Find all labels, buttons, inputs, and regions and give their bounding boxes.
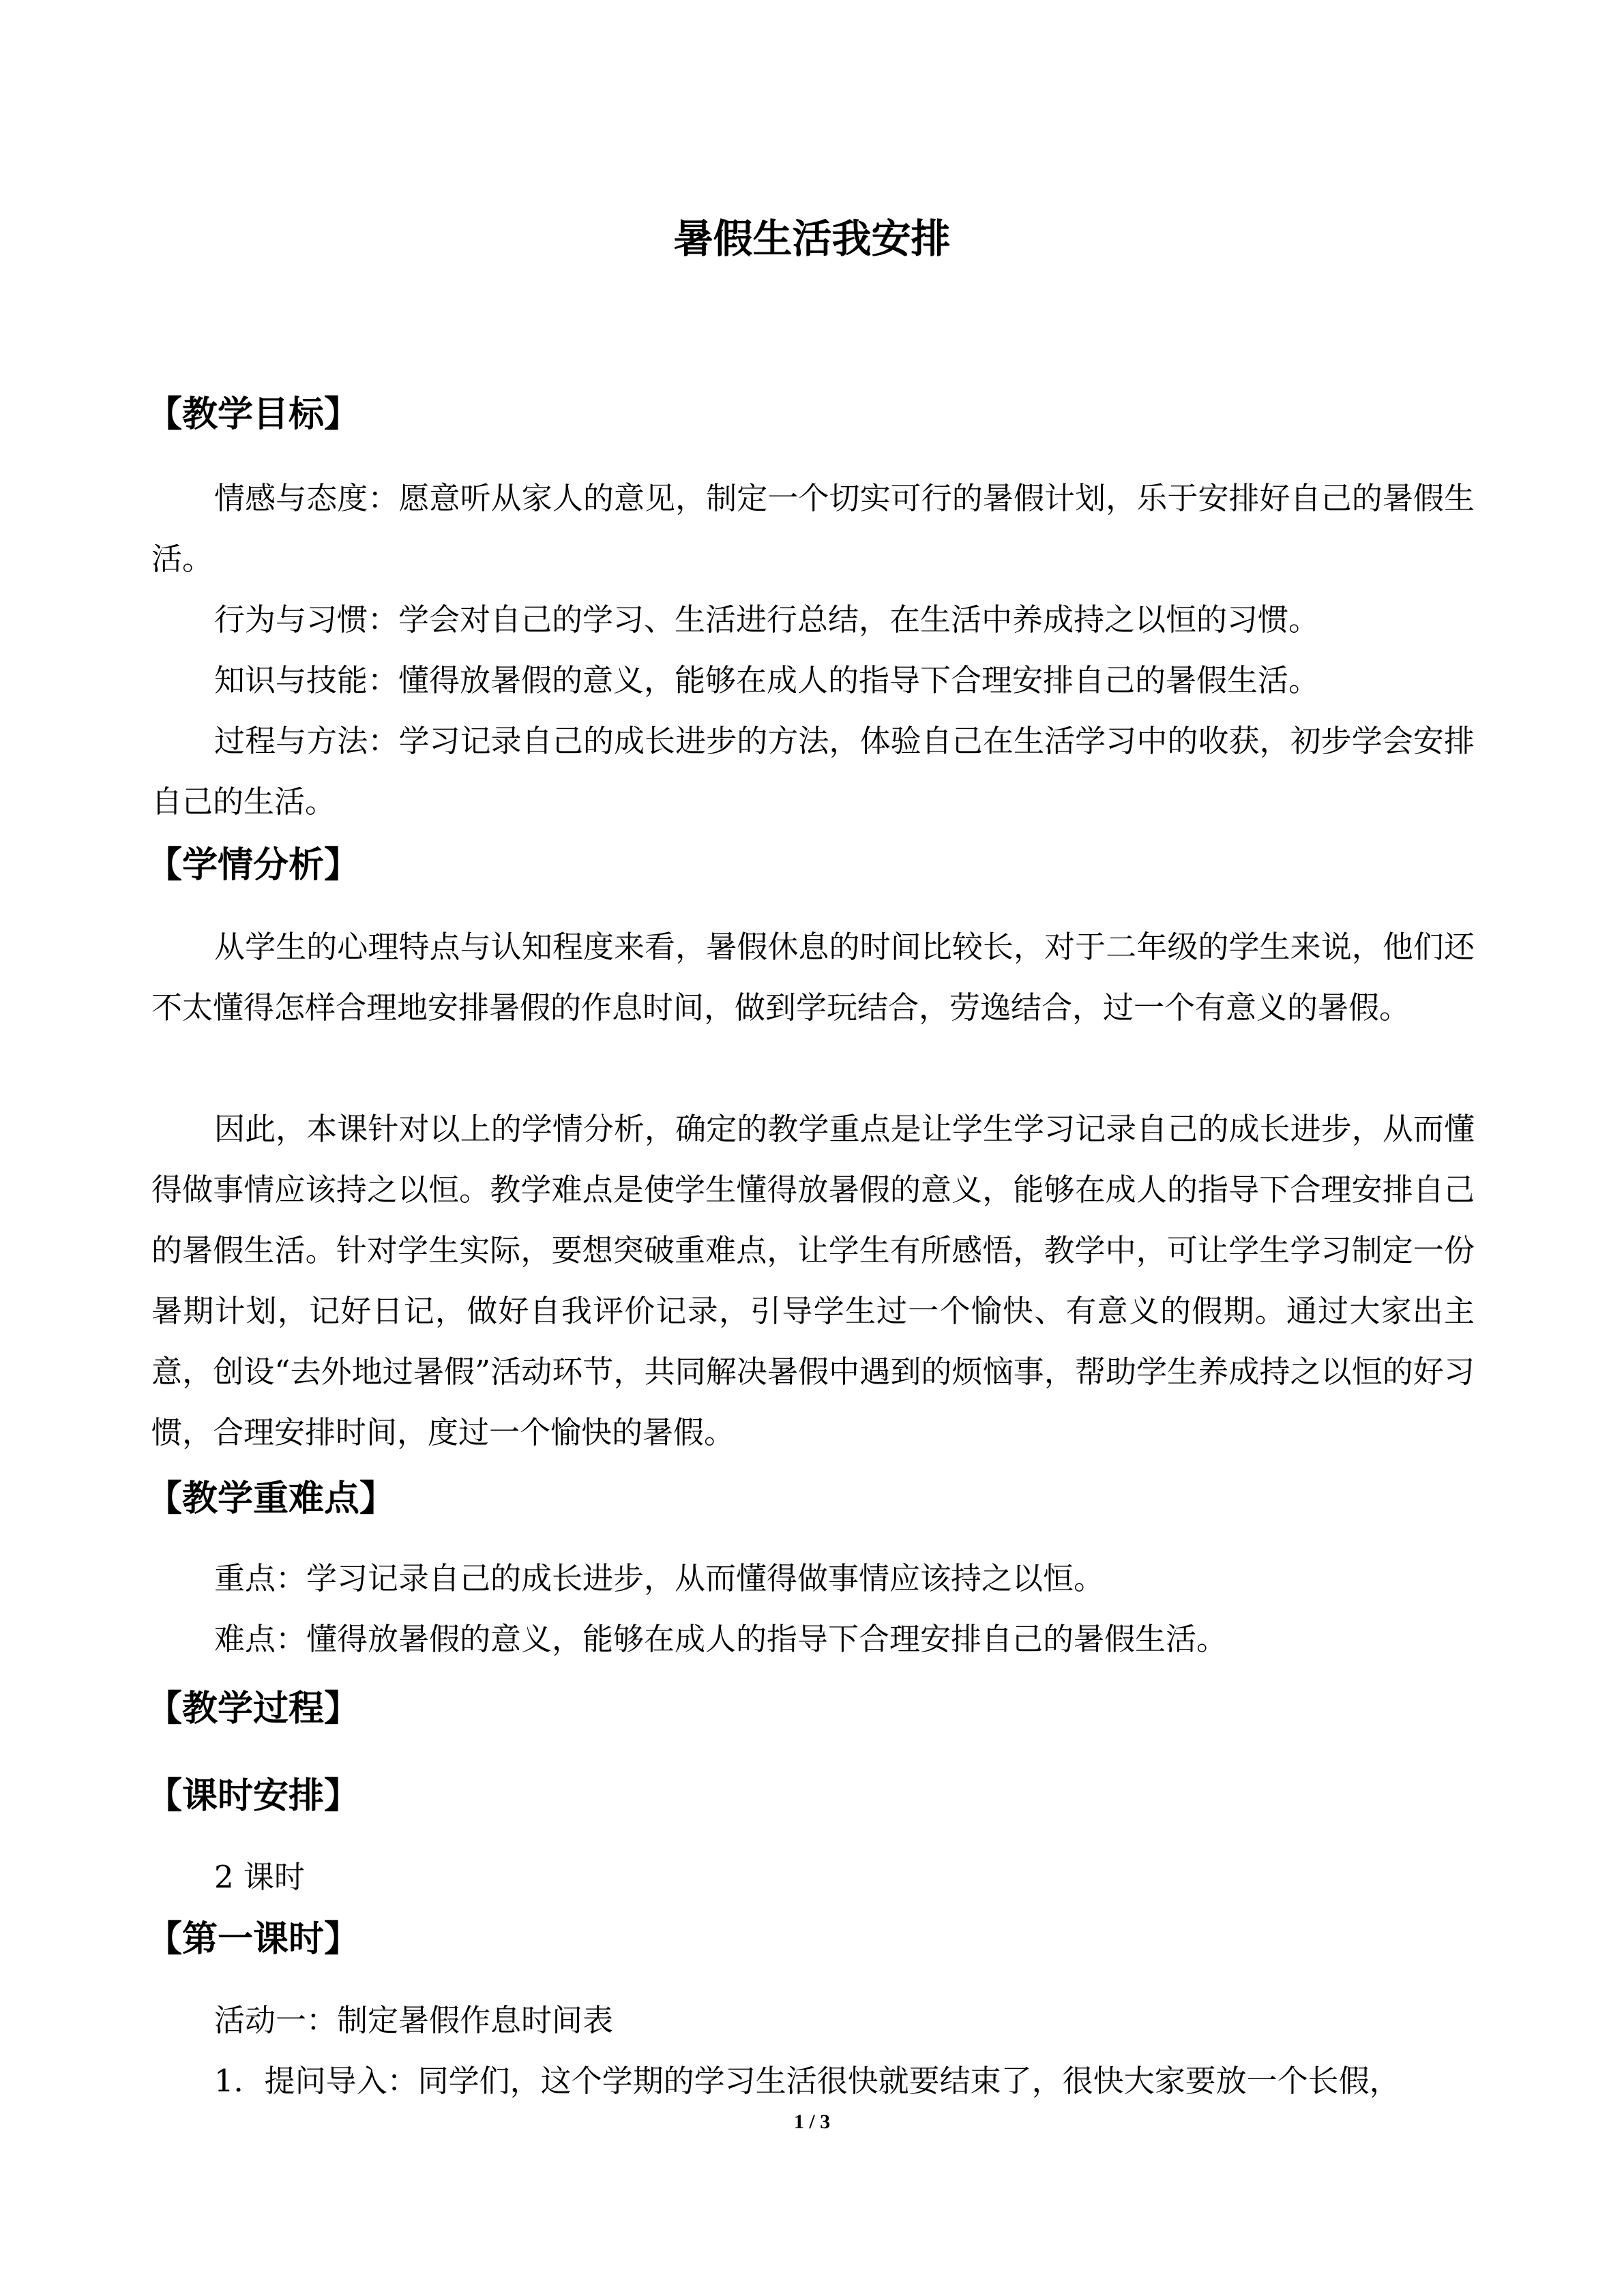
section-heading-key-points: 【教学重难点】 — [147, 1478, 396, 1519]
section-heading-schedule: 【课时安排】 — [147, 1776, 360, 1817]
section-heading-teaching-process: 【教学过程】 — [147, 1688, 360, 1729]
paragraph-goals-habits: 行为与习惯：学会对自己的学习、生活进行总结，在生活中养成持之以恒的习惯。 — [214, 601, 1320, 638]
paragraph-key-point: 重点：学习记录自己的成长进步，从而懂得做事情应该持之以恒。 — [214, 1560, 1105, 1596]
paragraph-goals-process: 过程与方法：学习记录自己的成长进步的方法，体验自己在生活学习中的收获，初步学会安排自己的生活。 — [151, 723, 1475, 820]
paragraph-analysis-1: 从学生的心理特点与认知程度来看，暑假休息的时间比较长，对于二年级的学生来说，他们还不太懂得怎样合理地安排暑假的作息时间，做到学玩结合，劳逸结合，过一个有意义的暑假。 — [151, 929, 1475, 1026]
paragraph-schedule: 2 课时 — [214, 1859, 305, 1895]
paragraph-goals-knowledge: 知识与技能：懂得放暑假的意义，能够在成人的指导下合理安排自己的暑假生活。 — [214, 662, 1320, 698]
section-heading-teaching-goals: 【教学目标】 — [147, 394, 360, 435]
paragraph-step-one: 1．提问导入：同学们，这个学期的学习生活很快就要结束了，很快大家要放一个长假， — [214, 2063, 1400, 2099]
paragraph-activity-one: 活动一：制定暑假作息时间表 — [214, 2002, 614, 2038]
page-number: 1 / 3 — [793, 2111, 831, 2133]
paragraph-difficult-point: 难点：懂得放暑假的意义，能够在成人的指导下合理安排自己的暑假生活。 — [214, 1621, 1228, 1657]
document-title: 暑假生活我安排 — [673, 215, 951, 262]
paragraph-goals-attitude: 情感与态度：愿意听从家人的意见，制定一个切实可行的暑假计划，乐于安排好自己的暑假生活。 — [151, 480, 1475, 577]
section-heading-first-lesson: 【第一课时】 — [147, 1919, 360, 1960]
section-heading-student-analysis: 【学情分析】 — [147, 845, 360, 886]
paragraph-analysis-2: 因此，本课针对以上的学情分析，确定的教学重点是让学生学习记录自己的成长进步，从而懂得做事情应该持之以恒。教学难点是使学生懂得放暑假的意义，能够在成人的指导下合理安排自己的暑假生活。针对学生实际，要想突破重难点，让学生有所感悟，教学中，可让学生学习制定一份暑期计划，记好日记，做好自我评价记录，引导学生过一个愉快、有意义的假期。通过大家出主意，创设“去外地过暑假”活动环节，共同解决暑假中遇到的烦恼事，帮助学生养成持之以恒的好习惯，合理安排时间，度过一个愉快的暑假。 — [151, 1111, 1475, 1450]
